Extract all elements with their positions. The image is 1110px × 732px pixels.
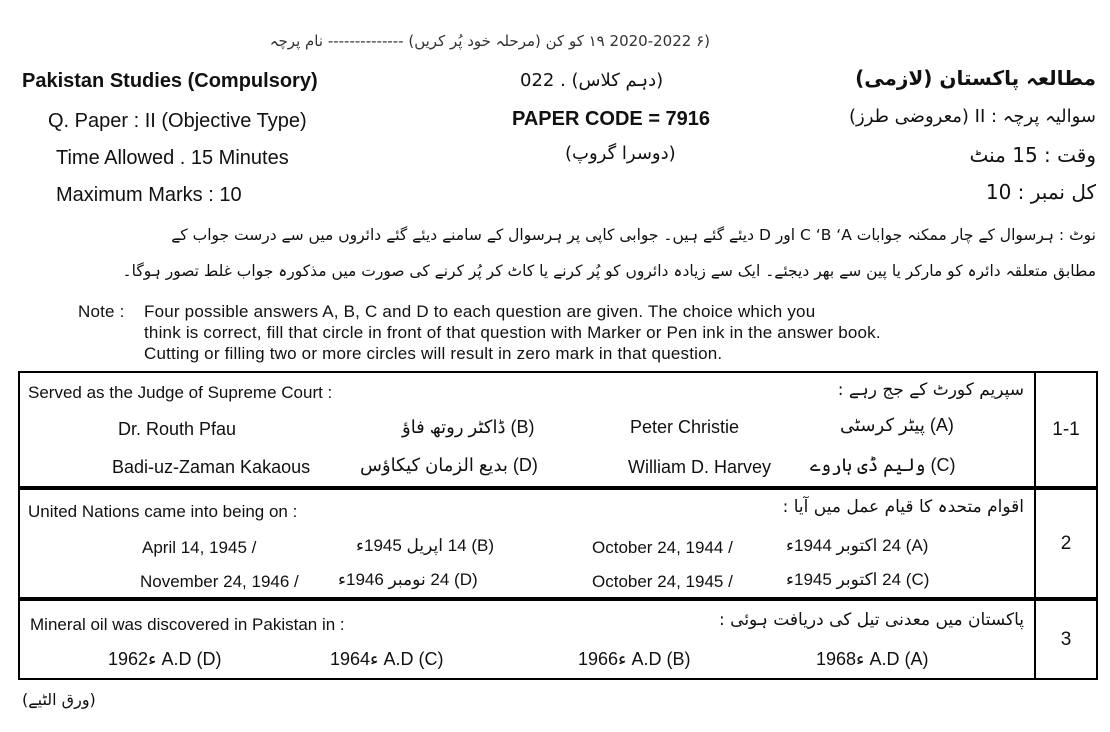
turn-over-note: (ورق الٹیے) <box>22 690 96 709</box>
qpaper-english: Q. Paper : II (Objective Type) <box>48 110 307 132</box>
title-english: Pakistan Studies (Compulsory) <box>22 70 318 92</box>
option-a-ur: (A) پیٹر کرسٹی <box>840 415 954 435</box>
question-box-2 <box>18 488 1098 599</box>
question-stem-en: United Nations came into being on : <box>28 502 298 521</box>
time-english: Time Allowed . 15 Minutes <box>56 147 289 169</box>
note-english-line1: Four possible answers A, B, C and D to each question are given. The choice which you <box>144 302 816 321</box>
header-top-line: (۶ 2020-2022 ۱۹ کو کن (مرحلہ خود پُر کریں) -------------- نام پرچہ <box>269 32 710 50</box>
note-english-line3: Cutting or filling two or more circles will result in zero mark in that question. <box>144 344 723 363</box>
option-c: ء1964 A.D (C) <box>330 649 444 669</box>
note-urdu-line2: مطابق متعلقہ دائرہ کو مارکر یا پین سے بھر دیجئے۔ ایک سے زیادہ دائروں کو پُر کرنے یا کاٹ کر پُر کرنے کی صورت میں مذکورہ جواب غلط تصور ہوگا۔ <box>122 262 1096 280</box>
paper-code: PAPER CODE = 7916 <box>512 108 711 130</box>
option-c-ur: (C) ولیم ڈی ہاروے <box>810 455 956 475</box>
question-stem-ur: اقوام متحدہ کا قیام عمل میں آیا : <box>782 497 1024 517</box>
option-c-en: October 24, 1945 / <box>592 572 733 591</box>
marks-english: Maximum Marks : 10 <box>56 184 242 206</box>
note-label: Note : <box>78 302 125 321</box>
option-d-ur: (D) 24 نومبر 1946ء <box>338 570 478 589</box>
option-d-ur: (D) بدیع الزمان کیکاؤس <box>360 455 538 475</box>
question-number: 2 <box>1034 490 1096 597</box>
time-urdu: وقت : 15 منٹ <box>969 143 1096 167</box>
option-d-en: November 24, 1946 / <box>140 572 299 591</box>
option-c-en: William D. Harvey <box>628 457 772 477</box>
option-a-en: October 24, 1944 / <box>592 538 733 557</box>
question-number: 3 <box>1034 601 1096 678</box>
option-a-ur: (A) 24 اکتوبر 1944ء <box>786 536 929 555</box>
option-a-en: Peter Christie <box>630 417 740 437</box>
option-b-ur: (B) 14 اپریل 1945ء <box>356 536 495 555</box>
question-stem-ur: پاکستان میں معدنی تیل کی دریافت ہوئی : <box>719 610 1024 630</box>
note-english-line2: think is correct, fill that circle in front of that question with Marker or Pen ink in the answer book. <box>144 323 881 342</box>
option-d-en: Badi-uz-Zaman Kakaous <box>112 457 311 477</box>
option-c-ur: (C) 24 اکتوبر 1945ء <box>786 570 930 589</box>
option-b: ء1966 A.D (B) <box>578 649 691 669</box>
option-b-ur: (B) ڈاکٹر روتھ فاؤ <box>402 417 535 437</box>
option-d: ء1962 A.D (D) <box>108 649 222 669</box>
question-stem-ur: سپریم کورٹ کے جج رہے : <box>837 380 1024 400</box>
question-number: 1-1 <box>1034 373 1096 486</box>
group-urdu: (دوسرا گروپ) <box>565 143 676 164</box>
class-line: (دہم کلاس) . 022 <box>520 70 664 91</box>
option-a: ء1968 A.D (A) <box>816 649 929 669</box>
qpaper-urdu: سوالیہ پرچہ : II (معروضی طرز) <box>848 106 1096 127</box>
option-b-en: Dr. Routh Pfau <box>118 419 237 439</box>
question-box-1 <box>18 371 1098 488</box>
note-urdu-line1: نوٹ : ہرسوال کے چار ممکنہ جوابات C ‘B ‘A اور D دیئے گئے ہیں۔ جوابی کاپی پر ہرسوال کے سامنے دیئے گئے دائروں میں سے درست جواب کے <box>171 226 1096 244</box>
question-stem-en: Served as the Judge of Supreme Court : <box>28 383 333 402</box>
question-box-3 <box>18 599 1098 680</box>
question-stem-en: Mineral oil was discovered in Pakistan in : <box>30 615 345 634</box>
marks-urdu: کل نمبر : 10 <box>985 180 1096 204</box>
title-urdu: مطالعہ پاکستان (لازمی) <box>855 66 1096 90</box>
option-b-en: April 14, 1945 / <box>142 538 257 557</box>
